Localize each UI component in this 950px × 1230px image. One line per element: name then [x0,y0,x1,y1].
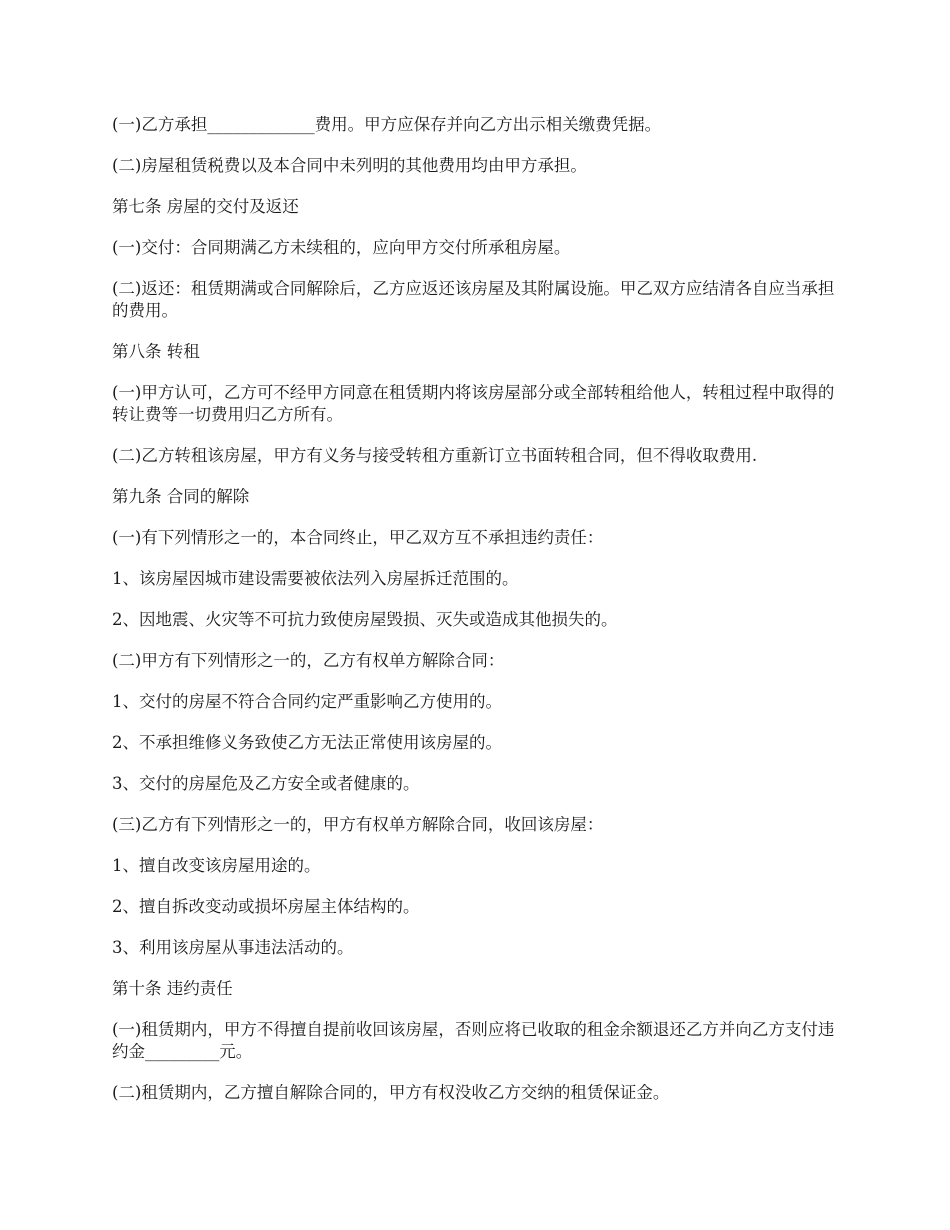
list-item-nonconforming: 1、交付的房屋不符合合同约定严重影响乙方使用的。 [112,692,502,711]
paragraph-termination-cases: (一)有下列情形之一的，本合同终止，甲乙双方互不承担违约责任： [112,528,604,547]
list-item-unsafe: 3、交付的房屋危及乙方安全或者健康的。 [112,774,420,793]
paragraph-sublease-contract: (二)乙方转租该房屋，甲方有义务与接受转租方重新订立书面转租合同，但不得收取费用. [112,446,758,465]
paragraph-return: (二)返还：租赁期满或合同解除后，乙方应返还该房屋及其附属设施。甲乙双方应结清各自应当承担的费用。 [112,279,835,320]
article-8-heading: 第八条 转租 [112,342,200,361]
article-10-heading: 第十条 违约责任 [112,979,233,998]
paragraph-sublease-consent: (一)甲方认可，乙方可不经甲方同意在租赁期内将该房屋部分或全部转租给他人，转租过程中取得的转让费等一切费用归乙方所有。 [112,383,835,424]
paragraph-b-may-terminate: (二)甲方有下列情形之一的，乙方有权单方解除合同： [112,651,505,670]
list-item-change-use: 1、擅自改变该房屋用途的。 [112,856,321,875]
paragraph-b-early-termination: (二)租赁期内，乙方擅自解除合同的，甲方有权没收乙方交纳的租赁保证金。 [112,1083,670,1102]
paragraph-tax-borne-by-a: (二)房屋租赁税费以及本合同中未列明的其他费用均由甲方承担。 [112,156,587,175]
list-item-structure-damage: 2、擅自拆改变动或损坏房屋主体结构的。 [112,897,420,916]
paragraph-fee-borne-by-b: (一)乙方承担_____________费用。甲方应保存并向乙方出示相关缴费凭据。 [112,115,662,134]
list-item-demolition: 1、该房屋因城市建设需要被依法列入房屋拆迁范围的。 [112,569,519,588]
list-item-illegal-activity: 3、利用该房屋从事违法活动的。 [112,938,354,957]
list-item-no-repair: 2、不承担维修义务致使乙方无法正常使用该房屋的。 [112,733,502,752]
article-7-heading: 第七条 房屋的交付及返还 [112,197,299,216]
paragraph-a-early-recovery: (一)租赁期内，甲方不得擅自提前收回该房屋，否则应将已收取的租金余额退还乙方并向乙方支付违约金_________元。 [112,1020,835,1061]
paragraph-delivery: (一)交付：合同期满乙方未续租的，应向甲方交付所承租房屋。 [112,238,571,257]
list-item-force-majeure: 2、因地震、火灾等不可抗力致使房屋毁损、灭失或造成其他损失的。 [112,610,618,629]
paragraph-a-may-terminate: (三)乙方有下列情形之一的，甲方有权单方解除合同，收回该房屋： [112,815,604,834]
article-9-heading: 第九条 合同的解除 [112,487,250,506]
